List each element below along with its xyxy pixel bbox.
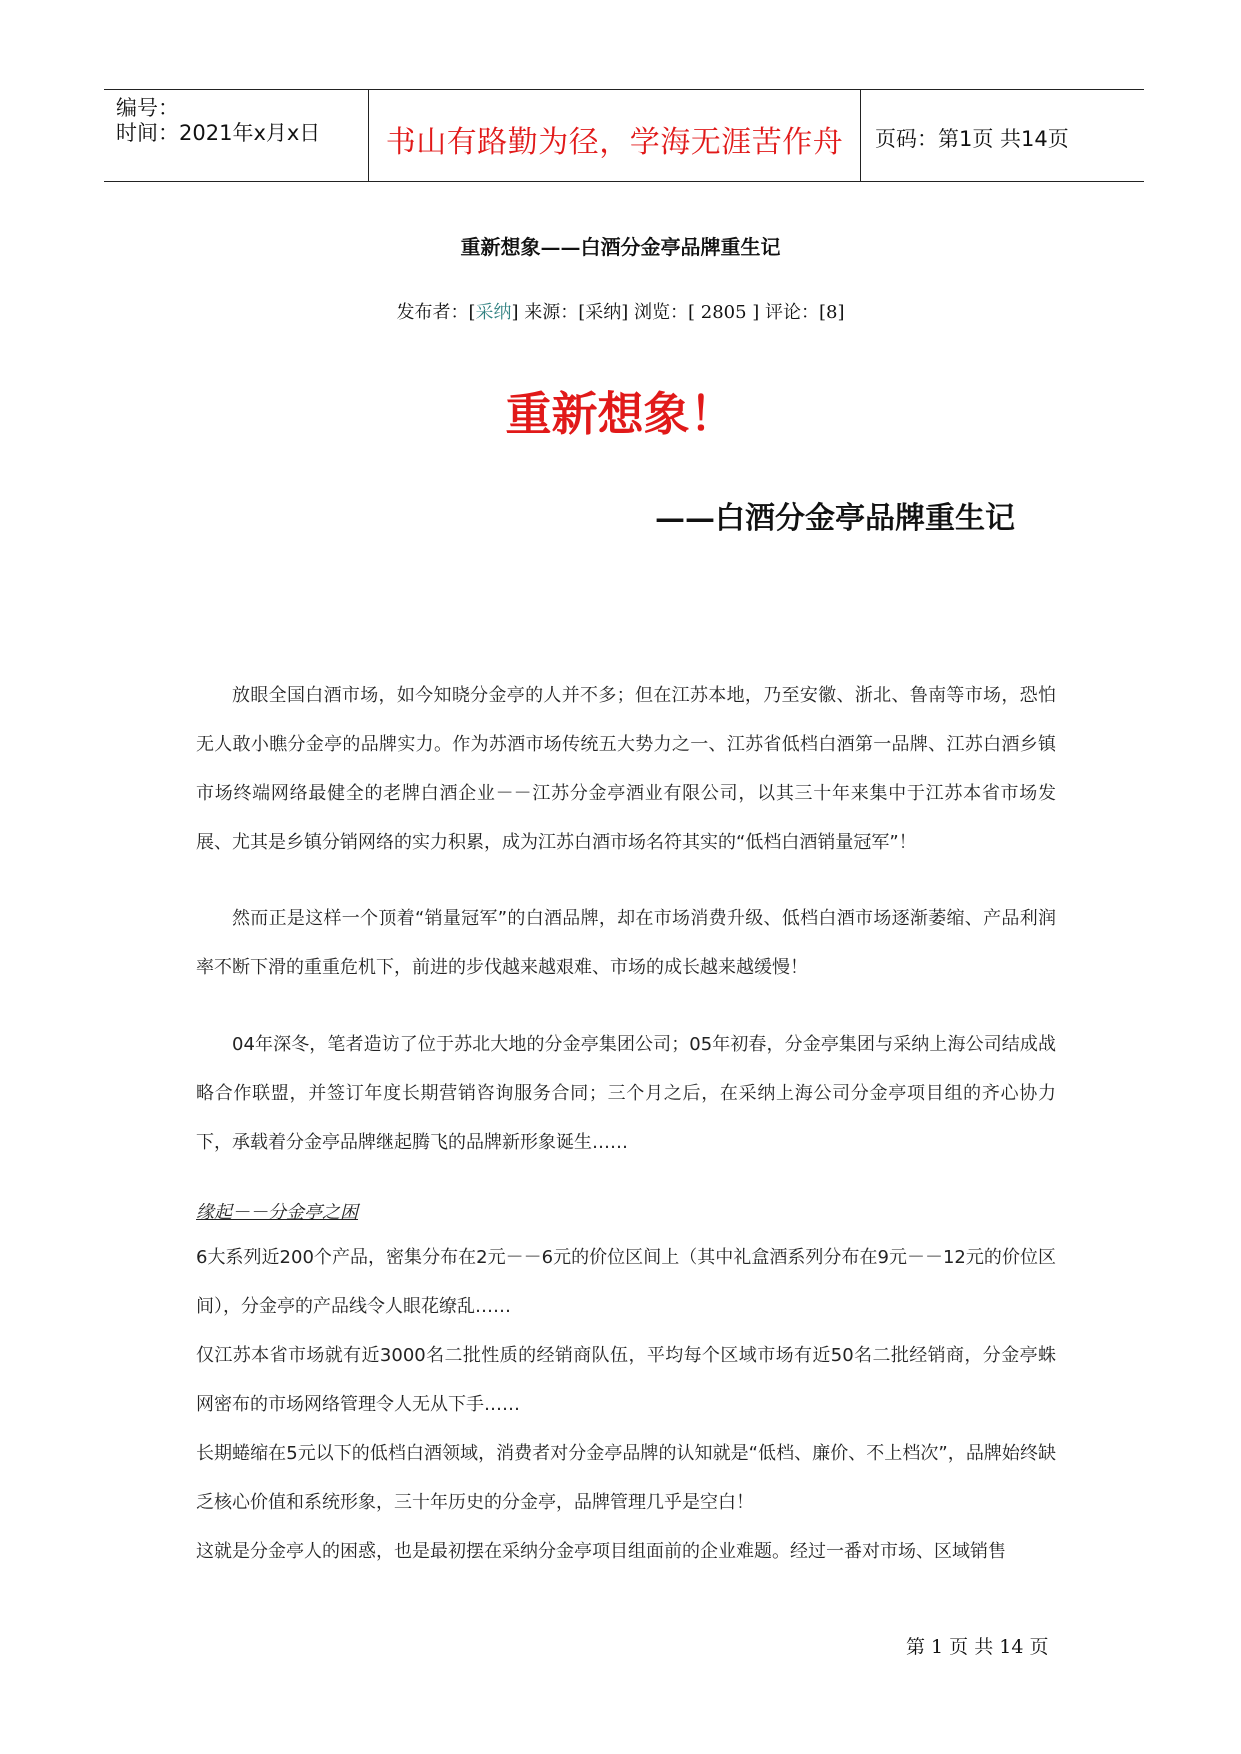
meta-details: ] 来源：[采纳] 浏览：[ 2805 ] 评论：[8] <box>511 302 845 323</box>
header-motto-cell <box>369 90 861 181</box>
section-line: 6大系列近200个产品，密集分布在2元－－6元的价位区间上（其中礼盒酒系列分布在9元－－12元的价位区间），分金亭的产品线令人眼花缭乱…… <box>196 1247 1056 1317</box>
paragraph: 然而正是这样一个顶着“销量冠军”的白酒品牌，却在市场消费升级、低档白酒市场逐渐萎缩、产品利润率不断下滑的重重危机下，前进的步伐越来越艰难、市场的成长越来越缓慢！ <box>196 908 1056 978</box>
publisher-label: 发布者：[ <box>396 302 476 323</box>
page-footer: 第 1 页 共 14 页 <box>906 1636 1049 1658</box>
intro-paragraph-3 <box>196 1020 1056 1167</box>
subtitle: ——白酒分金亭品牌重生记 <box>655 501 1015 536</box>
article-title: 重新想象——白酒分金亭品牌重生记 <box>460 235 781 259</box>
intro-paragraph-2 <box>196 894 1056 992</box>
page-header <box>104 89 1144 182</box>
section-line: 仅江苏本省市场就有近3000名二批性质的经销商队伍，平均每个区域市场有近50名二批经销商，分金亭蛛网密布的市场网络管理令人无从下手…… <box>196 1345 1056 1415</box>
paragraph: 04年深冬，笔者造访了位于苏北大地的分金亭集团公司；05年初春，分金亭集团与采纳上海公司结成战略合作联盟，并签订年度长期营销咨询服务合同；三个月之后，在采纳上海公司分金亭项目组的齐心协力下，承载着分金亭品牌继起腾飞的品牌新形象诞生…… <box>196 1034 1056 1153</box>
section-block <box>196 1193 1056 1576</box>
document-number-label: 编号： <box>116 96 179 120</box>
paragraph: 放眼全国白酒市场，如今知晓分金亭的人并不多；但在江苏本地，乃至安徽、浙北、鲁南等市场，恐怕无人敢小瞧分金亭的品牌实力。作为苏酒市场传统五大势力之一、江苏省低档白酒第一品牌、江苏白酒乡镇市场终端网络最健全的老牌白酒企业－－江苏分金亭酒业有限公司，以其三十年来集中于江苏本省市场发展、尤其是乡镇分销网络的实力积累，成为江苏白酒市场名符其实的“低档白酒销量冠军”！ <box>196 685 1056 853</box>
section-heading: 缘起－－分金亭之困 <box>196 1202 358 1223</box>
intro-paragraph-1 <box>196 671 1056 867</box>
header-info-cell <box>104 90 369 181</box>
header-motto: 书山有路勤为径，学海无涯苦作舟 <box>385 125 844 160</box>
header-page-code: 页码：第1页 共14页 <box>875 127 1069 151</box>
section-line: 这就是分金亭人的困惑，也是最初摆在采纳分金亭项目组面前的企业难题。经过一番对市场、区域销售 <box>196 1541 1006 1562</box>
publisher-link[interactable]: 采纳 <box>475 302 512 323</box>
document-time-label: 时间：2021年x月x日 <box>116 121 321 145</box>
big-title: 重新想象！ <box>505 387 736 441</box>
section-line: 长期蜷缩在5元以下的低档白酒领域，消费者对分金亭品牌的认知就是“低档、廉价、不上档次”，品牌始终缺乏核心价值和系统形象，三十年历史的分金亭，品牌管理几乎是空白！ <box>196 1443 1056 1513</box>
article-meta <box>0 298 1241 324</box>
header-page-cell <box>861 90 1144 181</box>
